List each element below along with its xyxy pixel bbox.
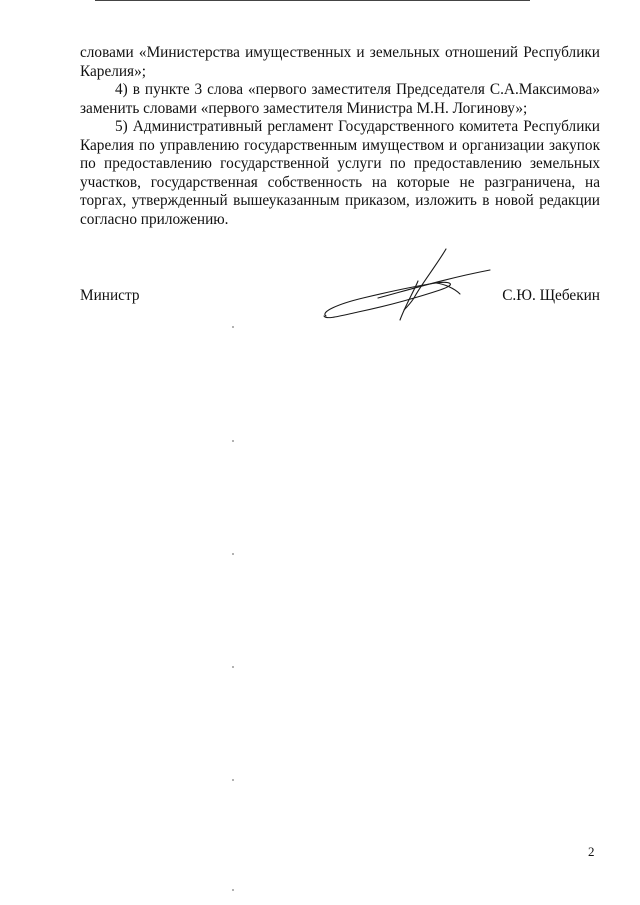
scan-speck xyxy=(232,553,234,555)
paragraph-continuation: словами «Министерства имущественных и земельных отношений Республики Карелия»; xyxy=(80,44,600,80)
document-body xyxy=(80,44,600,229)
paragraph-item-4: 4) в пункте 3 слова «первого заместителя Председателя С.А.Максимова» заменить словами «первого заместителя Министра М.Н. Логинову»; xyxy=(80,81,600,117)
scan-speck xyxy=(232,666,234,668)
scan-speck xyxy=(232,779,234,781)
paragraph-item-5: 5) Административный регламент Государственного комитета Республики Карелия по управлению государственным имуществом и организации закупок по предоставлению государственной услуги по предоставлению земельных участков, государственная собственность на которые не разграничена, на торгах, утвержденный вышеуказанным приказом, изложить в новой редакции согласно приложению. xyxy=(80,118,600,228)
top-edge-line xyxy=(95,0,530,1)
signer-title: Министр xyxy=(80,287,140,304)
scan-speck xyxy=(232,440,234,442)
signer-name: С.Ю. Щебекин xyxy=(502,287,600,304)
scan-speck xyxy=(232,889,234,891)
page-number: 2 xyxy=(588,844,595,859)
handwritten-signature xyxy=(318,246,493,324)
scan-speck xyxy=(232,326,234,328)
